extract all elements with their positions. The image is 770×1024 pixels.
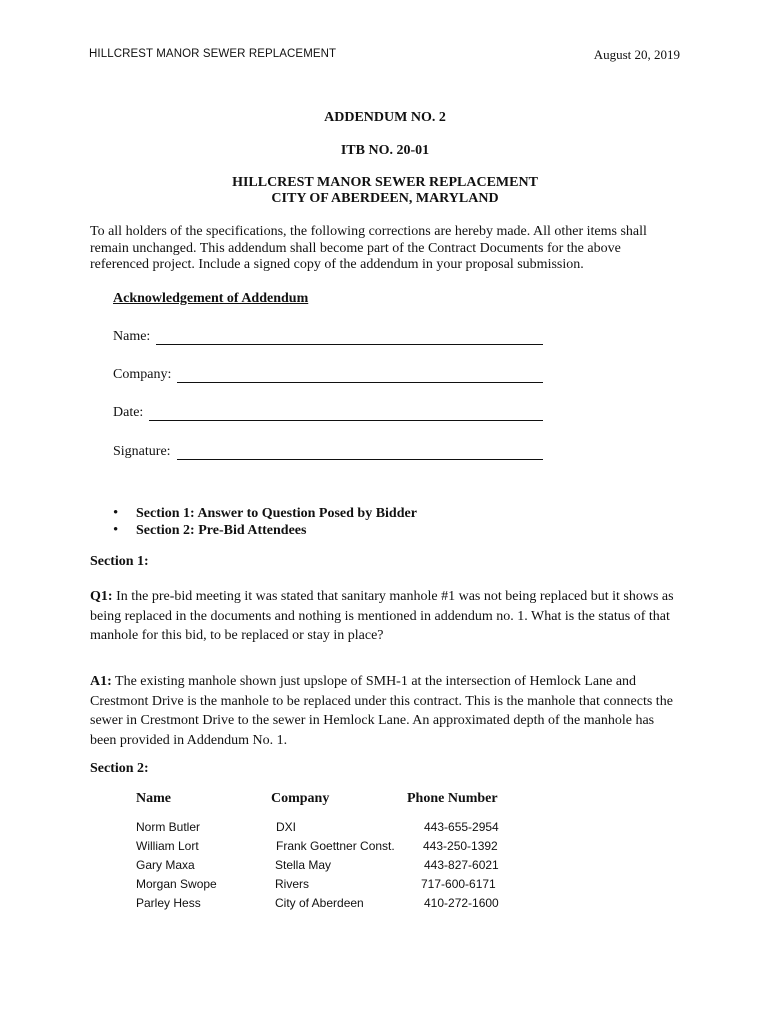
list-item [113,505,417,522]
attendee-phone: 717-600-6171 [421,877,496,891]
name-label: Name: [113,329,151,344]
answer-text: The existing manhole shown just upslope of SMH-1 at the intersection of Hemlock Lane and Crestmont Drive is the manhole to be replaced under this contract. This is the manhole that connects the sewer in Crestmont Drive to the sewer in Hemlock Lane. An approximated depth of the manhole has been provided in Addendum No. 1. [90,674,673,748]
project-title: HILLCREST MANOR SEWER REPLACEMENT [232,175,538,190]
bullet-icon: • [113,522,119,538]
company-field[interactable] [113,367,543,383]
answer-paragraph [90,672,680,750]
attendee-name: Morgan Swope [136,877,217,891]
attendee-company: Stella May [275,858,332,872]
attendee-phone: 410-272-1600 [424,896,499,910]
attendee-name: William Lort [136,839,199,853]
attendee-company: City of Aberdeen [275,896,364,910]
table-row [0,877,770,895]
signature-label: Signature: [113,444,171,459]
list-item-label: Section 1: Answer to Question Posed by Bidder [136,506,417,521]
table-row [0,820,770,838]
column-header-company: Company [271,791,330,806]
section-list [113,505,417,539]
question-label: Q1: [90,589,113,604]
intro-paragraph: To all holders of the specifications, the following corrections are hereby made. All other items shall remain unchanged. This addendum shall become part of the Contract Documents for the above referenced project. Include a signed copy of the addendum in your proposal submission. [90,224,647,272]
company-label: Company: [113,367,172,382]
attendee-phone: 443-827-6021 [424,858,499,872]
company-blank-line[interactable] [177,369,543,383]
name-blank-line[interactable] [156,331,543,345]
attendee-name: Norm Butler [136,820,201,834]
attendee-phone: 443-250-1392 [423,839,498,853]
answer-label: A1: [90,674,112,689]
section-2-heading: Section 2: [90,761,149,776]
attendee-name: Gary Maxa [136,858,195,872]
date-blank-line[interactable] [149,407,543,421]
attendee-company: Rivers [275,877,310,891]
running-header-date: August 20, 2019 [593,47,680,62]
list-item [113,522,417,539]
name-field[interactable] [113,329,543,345]
attendee-company: Frank Goettner Const. [276,839,395,853]
table-row [0,896,770,914]
bullet-icon: • [113,505,119,521]
signature-field[interactable] [113,444,543,460]
date-label: Date: [113,405,144,420]
attendee-company: DXI [276,820,297,834]
date-field[interactable] [113,405,543,421]
attendee-phone: 443-655-2954 [424,820,499,834]
section-1-heading: Section 1: [90,554,149,569]
itb-number: ITB NO. 20-01 [340,143,430,158]
city-title: CITY OF ABERDEEN, MARYLAND [271,191,499,206]
running-header-title: HILLCREST MANOR SEWER REPLACEMENT [89,48,337,60]
column-header-phone: Phone Number [407,791,498,806]
acknowledgement-title: Acknowledgement of Addendum [113,291,309,306]
addendum-number: ADDENDUM NO. 2 [324,110,446,125]
column-header-name: Name [136,791,171,806]
table-row [0,839,770,857]
list-item-label: Section 2: Pre-Bid Attendees [136,523,307,538]
signature-blank-line[interactable] [177,446,543,460]
table-row [0,858,770,876]
question-text: In the pre-bid meeting it was stated that sanitary manhole #1 was not being replaced but it shows as being replaced in the documents and nothing is mentioned in addendum no. 1. What is the status of that manhole for this bid, to be replaced or stay in place? [90,589,674,643]
attendee-name: Parley Hess [136,896,201,910]
question-paragraph [90,587,680,646]
